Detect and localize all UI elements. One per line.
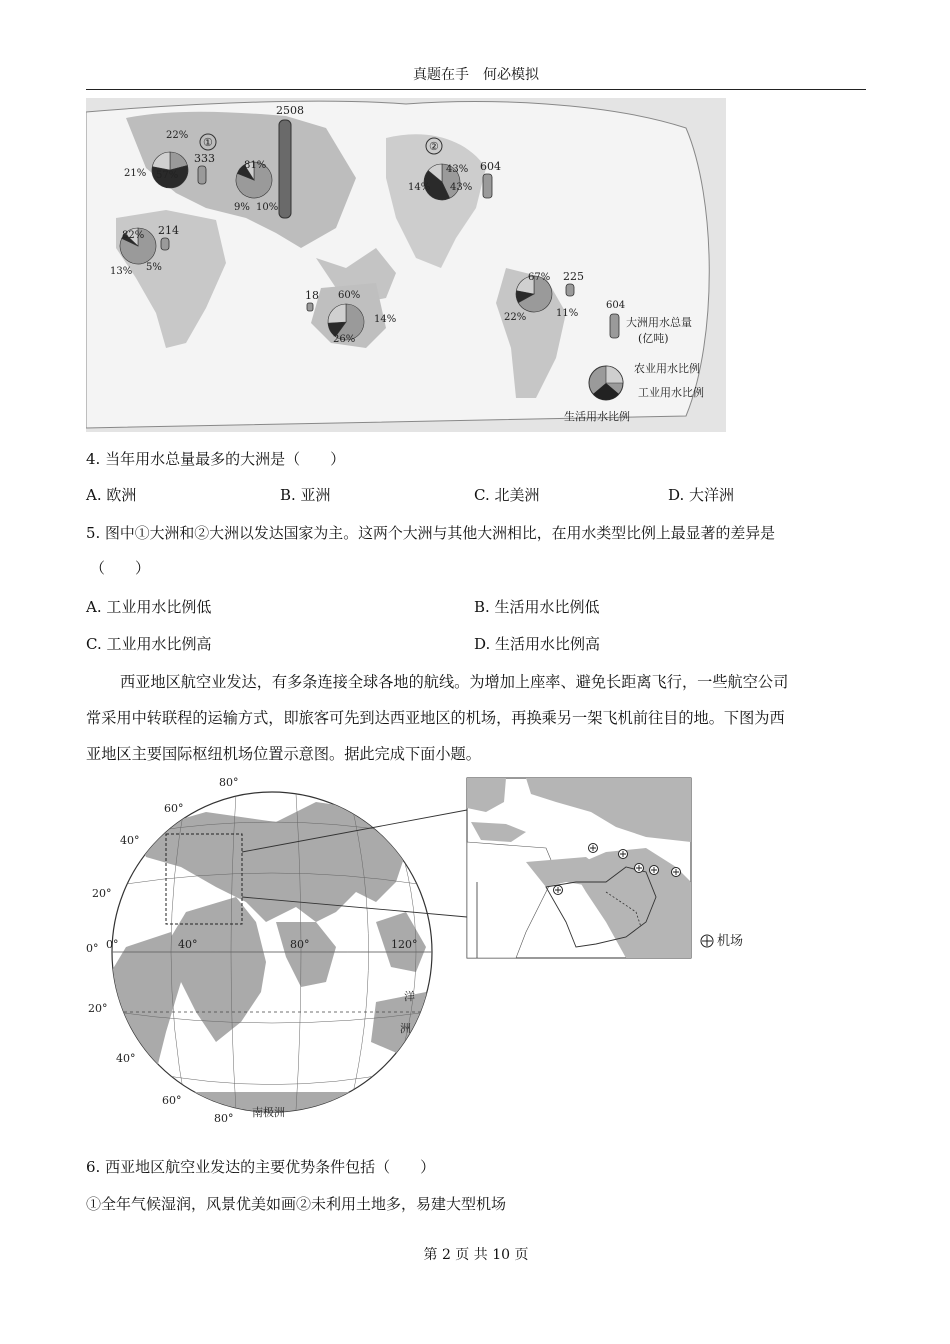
airport-legend-label: 机场 xyxy=(717,934,744,949)
europe-pie-label-industry: 22% xyxy=(166,130,189,141)
lon-80e: 80° xyxy=(290,938,310,951)
north-america-pie-label-domestic: 14% xyxy=(408,182,431,193)
lat-40n: 40° xyxy=(120,834,140,847)
south-america-pie-label-industry: 11% xyxy=(556,308,579,319)
q5-option-d[interactable]: D. 生活用水比例高 xyxy=(474,635,601,653)
oceania-pie-label-domestic: 26% xyxy=(333,334,356,345)
lat-20s: 20° xyxy=(88,1002,108,1015)
antarctica-label: 南极洲 xyxy=(252,1106,285,1119)
lon-120e: 120° xyxy=(391,938,418,951)
continent-marker-1: ① xyxy=(203,136,213,149)
continent-marker-2: ② xyxy=(429,140,439,153)
africa-total-label: 214 xyxy=(158,224,179,237)
oceania-pie-label-agri: 60% xyxy=(338,290,361,301)
west-asia-airport-map xyxy=(86,772,766,1146)
legend-bar-value: 604 xyxy=(606,300,626,311)
world-water-use-map xyxy=(86,98,726,432)
asia-pie-label-agri: 81% xyxy=(244,160,267,171)
oceania-total-bar xyxy=(307,303,313,311)
europe-pie-label-domestic: 21% xyxy=(124,168,147,179)
header-rule xyxy=(86,89,866,90)
question-6-line-1: ①全年气候湿润，风景优美如画②未利用土地多，易建大型机场 xyxy=(86,1195,507,1213)
south-america-pie-label-agri: 67% xyxy=(528,272,551,283)
ocean-text-2: 洲 xyxy=(400,1022,411,1035)
q5-option-b[interactable]: B. 生活用水比例低 xyxy=(474,598,600,616)
oceania-total-label: 18 xyxy=(305,289,319,302)
legend-bar-label: 大洲用水总量 xyxy=(626,316,692,329)
question-5-stem-bracket: （ ） xyxy=(90,559,151,577)
lat-60n: 60° xyxy=(164,802,184,815)
q4-option-c[interactable]: C. 北美洲 xyxy=(474,486,540,504)
q5-option-c[interactable]: C. 工业用水比例高 xyxy=(86,635,212,653)
asia-total-bar xyxy=(279,120,291,218)
europe-pie-label-agri: 57% xyxy=(156,170,179,181)
q5-option-a[interactable]: A. 工业用水比例低 xyxy=(86,598,212,616)
africa-pie-label-domestic: 13% xyxy=(110,266,133,277)
north-america-total-label: 604 xyxy=(480,160,501,173)
passage-line-1: 西亚地区航空业发达，有多条连接全球各地的航线。为增加上座率、避免长距离飞行，一些航空公司 xyxy=(120,673,789,691)
lat-80n: 80° xyxy=(219,776,239,789)
q4-option-b[interactable]: B. 亚洲 xyxy=(280,486,331,504)
lon-0: 0° xyxy=(106,938,119,951)
north-america-pie-label-industry: 43% xyxy=(450,182,473,193)
africa-pie-label-agri: 82% xyxy=(122,230,145,241)
south-america-total-bar xyxy=(566,284,574,296)
legend-industry: 工业用水比例 xyxy=(638,386,704,399)
europe-total-bar xyxy=(198,166,206,184)
question-6-stem: 6. 西亚地区航空业发达的主要优势条件包括（ ） xyxy=(86,1158,436,1176)
oceania-pie-label-industry: 14% xyxy=(374,314,397,325)
africa-total-bar xyxy=(161,238,169,250)
passage-line-3: 亚地区主要国际枢纽机场位置示意图。据此完成下面小题。 xyxy=(86,745,481,763)
page-header: 真题在手 何必模拟 xyxy=(413,67,539,83)
lat-80s: 80° xyxy=(214,1112,234,1125)
passage-line-2: 常采用中转联程的运输方式，即旅客可先到达西亚地区的机场，再换乘另一架飞机前往目的地。下图为西 xyxy=(86,709,785,727)
question-5-stem: 5. 图中①大洲和②大洲以发达国家为主。这两个大洲与其他大洲相比，在用水类型比例上最显著的差异是 xyxy=(86,524,776,542)
lat-20n: 20° xyxy=(92,887,112,900)
legend-domestic: 生活用水比例 xyxy=(564,410,630,423)
question-4-stem: 4. 当年用水总量最多的大洲是（ ） xyxy=(86,450,346,468)
ocean-text-1: 洋 xyxy=(404,990,415,1003)
south-america-total-label: 225 xyxy=(563,270,584,283)
lat-60s: 60° xyxy=(162,1094,182,1107)
legend-bar-unit: (亿吨) xyxy=(638,332,669,345)
page-footer: 第 2 页 共 10 页 xyxy=(423,1247,529,1263)
africa-pie-label-industry: 5% xyxy=(146,262,162,273)
asia-pie-label-industry: 10% xyxy=(256,202,279,213)
asia-pie-label-domestic: 9% xyxy=(234,202,250,213)
q4-option-a[interactable]: A. 欧洲 xyxy=(86,486,137,504)
lon-40e: 40° xyxy=(178,938,198,951)
legend-agri: 农业用水比例 xyxy=(634,362,700,375)
asia-total-label: 2508 xyxy=(276,104,304,117)
north-america-pie-label-agri: 43% xyxy=(446,164,469,175)
lat-0: 0° xyxy=(86,942,99,955)
south-america-pie-label-domestic: 22% xyxy=(504,312,527,323)
lat-40s: 40° xyxy=(116,1052,136,1065)
north-america-total-bar xyxy=(483,174,492,198)
q4-option-d[interactable]: D. 大洋洲 xyxy=(668,486,735,504)
europe-total-label: 333 xyxy=(194,152,215,165)
